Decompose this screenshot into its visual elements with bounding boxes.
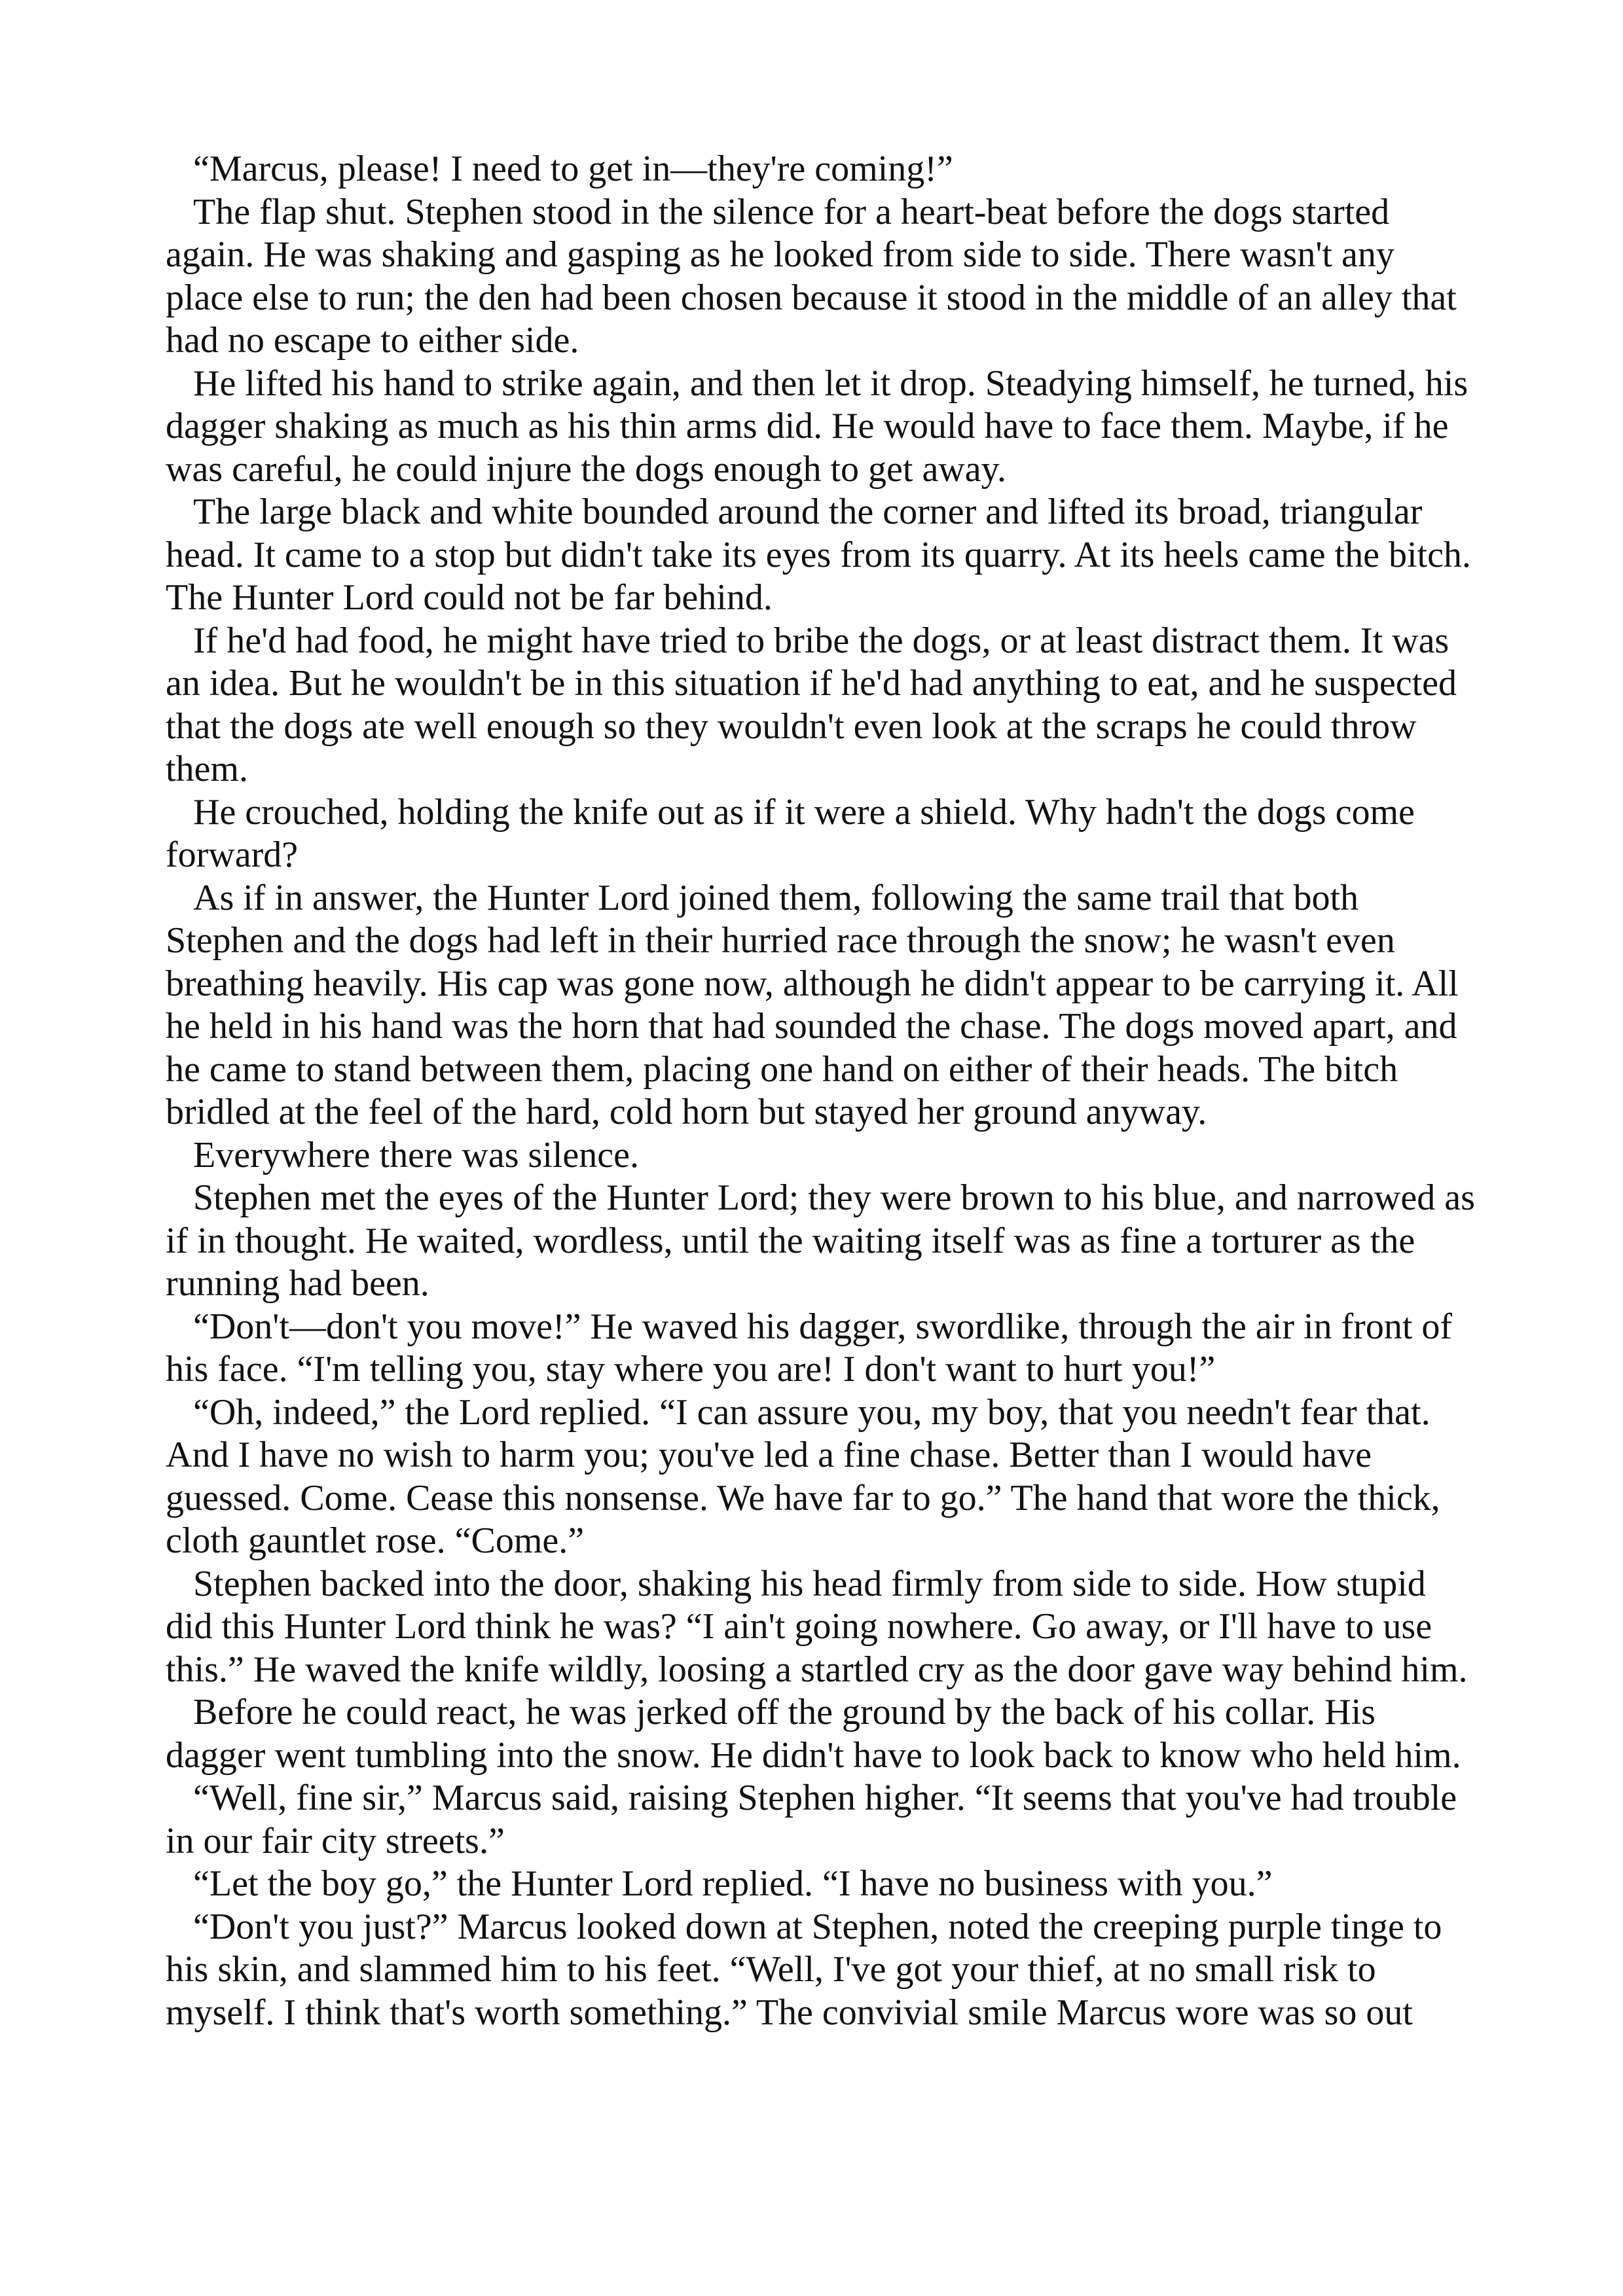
paragraph-7: As if in answer, the Hunter Lord joined them, following the same trail that both Stephen and the dogs had left in their hurried race through the snow; he wasn't even breathing heavily. His cap was gone now, although he didn't appear to be carrying it. All he held in his hand was the horn that had sounded the chase. The dogs moved apart, and he came to stand between them, placing one hand on either of their heads. The bitch bridled at the feel of the hard, cold horn but stayed her ground anyway. (166, 877, 1459, 1132)
paragraph-3: He lifted his hand to strike again, and then let it drop. Steadying himself, he turned, his dagger shaking as much as his thin arms did. He would have to face them. Maybe, if he was careful, he could injure the dogs enough to get away. (166, 363, 1468, 490)
paragraph-15: “Let the boy go,” the Hunter Lord replied. “I have no business with you.” (193, 1863, 1273, 1904)
paragraph-9: Stephen met the eyes of the Hunter Lord; they were brown to his blue, and narrowed as if in thought. He waited, wordless, until the waiting itself was as fine a torturer as the running had been. (166, 1177, 1475, 1304)
paragraph-12: Stephen backed into the door, shaking his head firmly from side to side. How stupid did this Hunter Lord think he was? “I ain't going nowhere. Go away, or I'll have to use this.” He waved the knife wildly, loosing a startled cry as the door gave way behind him. (166, 1563, 1468, 1690)
paragraph-16: “Don't you just?” Marcus looked down at Stephen, noted the creeping purple tinge to his skin, and slammed him to his feet. “Well, I've got your thief, at no small risk to myself. I think that's worth something.” The convivial smile Marcus wore was so out (166, 1906, 1442, 2033)
paragraph-8: Everywhere there was silence. (193, 1134, 639, 1175)
paragraph-11: “Oh, indeed,” the Lord replied. “I can assure you, my boy, that you needn't fear that. And I have no wish to harm you; you've led a fine chase. Better than I would have guessed. Come. Cease this nonsense. We have far to go.” The hand that wore the thick, cloth gauntlet rose. “Come.” (166, 1391, 1440, 1561)
paragraph-5: If he'd had food, he might have tried to bribe the dogs, or at least distract them. It was an idea. But he wouldn't be in this situation if he'd had anything to eat, and he suspected that the dogs ate well enough so they wouldn't even look at the scraps he could throw them. (166, 620, 1457, 789)
paragraph-14: “Well, fine sir,” Marcus said, raising Stephen higher. “It seems that you've had trouble in our fair city streets.” (166, 1778, 1457, 1861)
body-text (166, 148, 1475, 2034)
paragraph-6: He crouched, holding the knife out as if it were a shield. Why hadn't the dogs come forward? (166, 791, 1415, 875)
paragraph-10: “Don't—don't you move!” He waved his dagger, swordlike, through the air in front of his face. “I'm telling you, stay where you are! I don't want to hurt you!” (166, 1306, 1453, 1390)
paragraph-13: Before he could react, he was jerked off the ground by the back of his collar. His dagger went tumbling into the snow. He didn't have to look back to know who held him. (166, 1692, 1461, 1776)
paragraph-1: “Marcus, please! I need to get in—they're coming!” (193, 149, 953, 189)
paragraph-2: The flap shut. Stephen stood in the silence for a heart-beat before the dogs started again. He was shaking and gasping as he looked from side to side. There wasn't any place else to run; the den had been chosen because it stood in the middle of an alley that had no escape to either side. (166, 191, 1457, 361)
paragraph-4: The large black and white bounded around the corner and lifted its broad, triangular head. It came to a stop but didn't take its eyes from its quarry. At its heels came the bitch. The Hunter Lord could not be far behind. (166, 492, 1471, 618)
